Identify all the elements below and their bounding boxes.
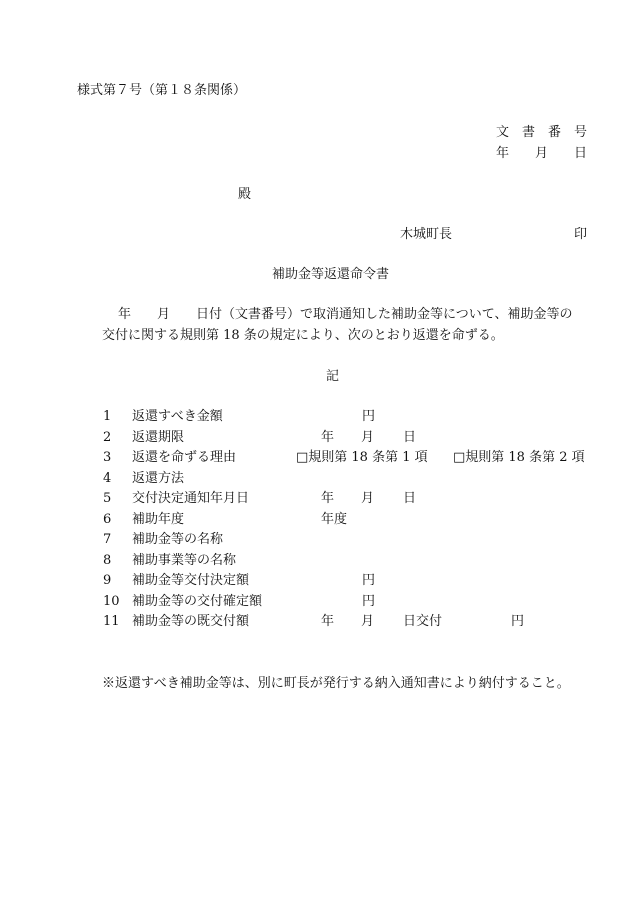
item-number: 10 [103, 594, 120, 609]
year-unit: 年 [321, 491, 335, 506]
item-label: 補助金等交付決定額 [132, 573, 250, 588]
addressee-suffix: 殿 [238, 187, 252, 202]
item-label: 補助金等の交付確定額 [132, 594, 263, 609]
seal-mark: 印 [574, 227, 588, 242]
reason-checkbox-rule-18-1: □規則第 18 条第 1 項 [296, 450, 428, 465]
item-label: 補助年度 [132, 512, 185, 527]
item-number: 9 [103, 573, 112, 588]
year-unit: 年 [321, 614, 335, 629]
item-label: 交付決定通知年月日 [132, 491, 250, 506]
item-number: 2 [103, 430, 112, 445]
item-number: 5 [103, 491, 112, 506]
month-unit: 月 [361, 491, 375, 506]
month-unit: 月 [361, 614, 375, 629]
item-label: 返還すべき金額 [132, 409, 223, 424]
month-unit: 月 [361, 430, 375, 445]
item-number: 1 [103, 409, 112, 424]
issuer-name: 木城町長 [400, 227, 453, 242]
item-label: 補助金等の既交付額 [132, 614, 250, 629]
day-delivered-unit: 日交付 [403, 614, 443, 629]
item-label: 補助事業等の名称 [132, 553, 237, 568]
ki-heading: 記 [326, 369, 340, 384]
yen-unit: 円 [362, 594, 376, 609]
yen-unit: 円 [511, 614, 525, 629]
item-number: 6 [103, 512, 112, 527]
item-label: 補助金等の名称 [132, 532, 224, 547]
document-title: 補助金等返還命令書 [272, 267, 390, 282]
reason-checkbox-rule-18-2: □規則第 18 条第 2 項 [453, 450, 585, 465]
item-number: 3 [103, 450, 112, 465]
item-number: 8 [103, 553, 112, 568]
item-number: 11 [103, 614, 120, 629]
yen-unit: 円 [362, 573, 376, 588]
issue-date-label: 年 月 日 [495, 146, 587, 161]
body-line-2: 交付に関する規則第 18 条の規定により、次のとおり返還を命ずる。 [102, 328, 504, 343]
body-line-1: 年 月 日付（文書番号）で取消通知した補助金等について、補助金等の [118, 307, 573, 322]
yen-unit: 円 [362, 409, 376, 424]
day-unit: 日 [403, 491, 417, 506]
item-number: 4 [103, 471, 112, 486]
fiscal-year-unit: 年度 [321, 512, 348, 527]
form-number: 様式第７号（第１８条関係） [77, 83, 247, 98]
item-label: 返還方法 [132, 471, 185, 486]
day-unit: 日 [403, 430, 417, 445]
item-number: 7 [103, 532, 112, 547]
payment-note: ※返還すべき補助金等は、別に町長が発行する納入通知書により納付すること。 [102, 676, 570, 691]
document-number-label: 文 書 番 号 [495, 125, 587, 140]
item-label: 返還を命ずる理由 [132, 450, 237, 465]
year-unit: 年 [321, 430, 335, 445]
item-label: 返還期限 [132, 430, 185, 445]
